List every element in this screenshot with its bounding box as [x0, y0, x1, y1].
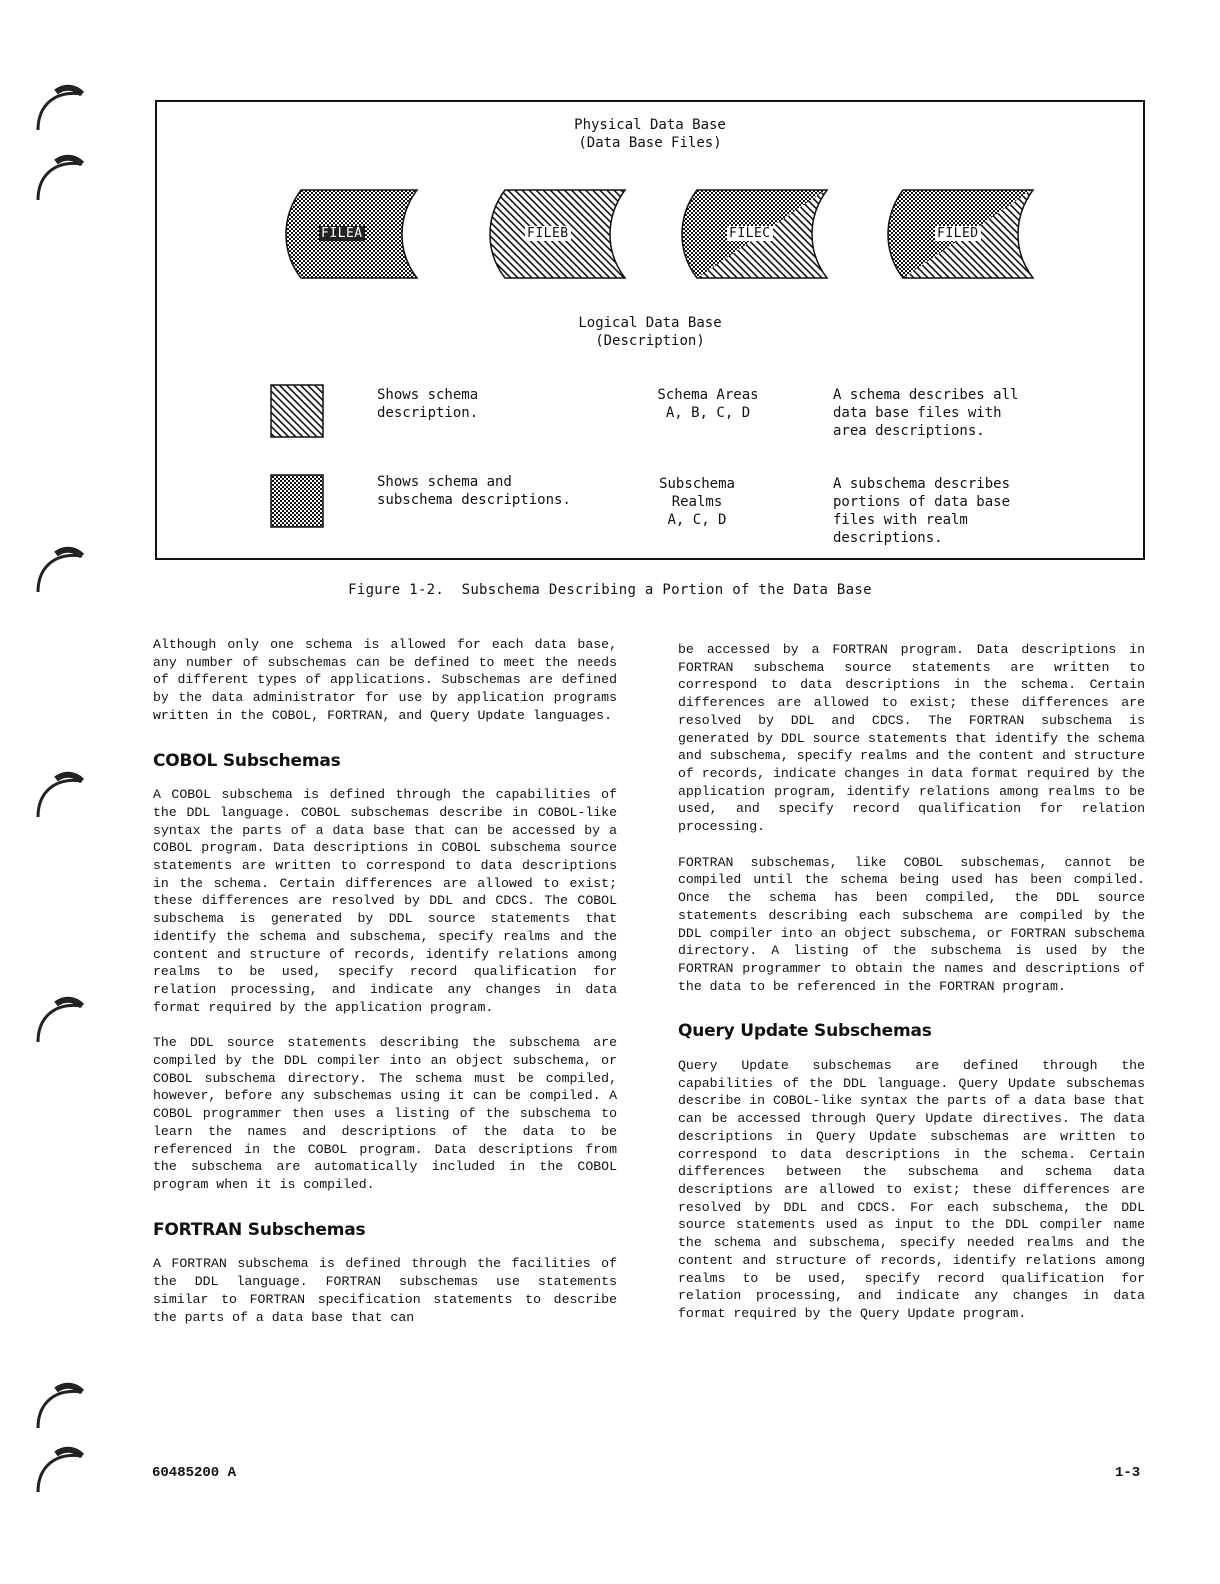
right-column: [678, 641, 1145, 1341]
query-update-subschemas-heading: Query Update Subschemas: [678, 1021, 932, 1042]
legend-subschema-desc: A subschema describes portions of data base files with realm descriptions.: [833, 476, 1011, 546]
legend-dots-swatch: [270, 474, 324, 528]
physical-title-line1: Physical Data Base: [574, 117, 726, 133]
logical-title-line2: (Description): [595, 333, 705, 349]
filed-label: FILED: [937, 226, 979, 241]
fileb-label: FILEB: [527, 226, 569, 241]
binder-hole-mark: [32, 148, 88, 204]
cobol-subschemas-heading: COBOL Subschemas: [153, 750, 341, 771]
left-column: [153, 636, 617, 1344]
logical-data-base-title: [157, 314, 1143, 350]
legend-subschema-shows: Shows schema and subschema descriptions.: [377, 474, 571, 508]
fortran-paragraph-2: FORTRAN subschemas, like COBOL subschemas, cannot be compiled until the schema being used has been compiled. Once the schema has been compiled, the DDL source statements describing each subschema are compiled by the DDL compiler into an object subschema, or FORTRAN subschema directory. A listing of the subschema is used by the FORTRAN programmer to obtain the names and descriptions of the data to be referenced in the FORTRAN program.: [678, 854, 1145, 994]
page-number: 1-3: [1115, 1465, 1141, 1481]
binder-hole-mark: [32, 78, 88, 134]
legend-schema-desc: A schema describes all data base files with area descriptions.: [833, 387, 1019, 439]
query-update-paragraph: Query Update subschemas are defined through the capabilities of the DDL language. Query Update subschemas describe in COBOL-like syntax the parts of a data base that can be accessed through Query Update directives. The data descriptions in Query Update subschemas are written to correspond to data descriptions in the schema. Certain differences between the subschema and schema data descriptions are allowed to exist; these differences are resolved by DDL and CDCS. For each subschema, the DDL source statements used as input to the DDL compiler name the schema and subschema, specify needed realms and the content and structure of records, identify relations among realms to be used, specify record qualification for relation processing, and indicate any changes in data format required by the Query Update program.: [678, 1058, 1145, 1321]
binder-hole-mark: [32, 990, 88, 1046]
cobol-paragraph-1: A COBOL subschema is defined through the capabilities of the DDL language. COBOL subschemas describe in COBOL-like syntax the parts of a data base that can be accessed by a COBOL program. Data descriptions in COBOL subschema source statements are written to correspond to data descriptions in the schema. Certain differences are allowed to exist; these differences are resolved by DDL and CDCS. The COBOL subschema is generated by DDL source statements that identify the schema and subschema, specify realms and the content and structure of records, identify relations among realms to be used, specify record qualification for relation processing, and indicate any changes in data format required by the application program.: [153, 787, 617, 1015]
fortran-paragraph-1: A FORTRAN subschema is defined through the facilities of the DDL language. FORTRAN subschemas use statements similar to FORTRAN specification statements to describe the parts of a data base that can: [153, 1256, 617, 1325]
binder-hole-mark: [32, 1440, 88, 1496]
filea-label: FILEA: [321, 226, 363, 241]
binder-hole-mark: [32, 1376, 88, 1432]
legend-schema-areas: Schema Areas A, B, C, D: [657, 387, 759, 421]
document-number: 60485200 A: [152, 1465, 237, 1481]
legend-schema-shows: Shows schema description.: [377, 387, 479, 421]
figure-caption: Figure 1-2. Subschema Describing a Portion of the Data Base: [348, 582, 872, 598]
intro-paragraph: Although only one schema is allowed for each data base, any number of subschemas can be defined to meet the needs of different types of applications. Subschemas are defined by the data administrator for use by application programs written in the COBOL, FORTRAN, and Query Update languages.: [153, 637, 617, 723]
binder-hole-mark: [32, 765, 88, 821]
fortran-subschemas-heading: FORTRAN Subschemas: [153, 1219, 366, 1240]
fortran-paragraph-1-continued: be accessed by a FORTRAN program. Data descriptions in FORTRAN subschema source statements are written to correspond to data descriptions in the schema. Certain differences are allowed to exist; these differences are resolved by DDL and CDCS. The FORTRAN subschema is generated by DDL source statements that identify the schema and subschema, specify realms and the content and structure of records, indicate changes in data format required by the application program, identify relations among realms to be used, and specify record qualification for relation processing.: [678, 642, 1145, 835]
figure-subschema-diagram: [155, 100, 1145, 560]
legend-hatch-swatch: [270, 384, 324, 438]
filec-label: FILEC: [729, 226, 771, 241]
physical-title-line2: (Data Base Files): [578, 135, 722, 151]
legend-subschema-realms: Subschema Realms A, C, D: [659, 476, 735, 528]
logical-title-line1: Logical Data Base: [578, 315, 722, 331]
cobol-paragraph-2: The DDL source statements describing the subschema are compiled by the DDL compiler into an object subschema, or COBOL subschema directory. The schema must be compiled, however, before any subschemas using it can be compiled. A COBOL programmer then uses a listing of the subschema to learn the names and descriptions of the data to be referenced in the COBOL program. Data descriptions from the subschema are automatically included in the COBOL program when it is compiled.: [153, 1035, 617, 1192]
